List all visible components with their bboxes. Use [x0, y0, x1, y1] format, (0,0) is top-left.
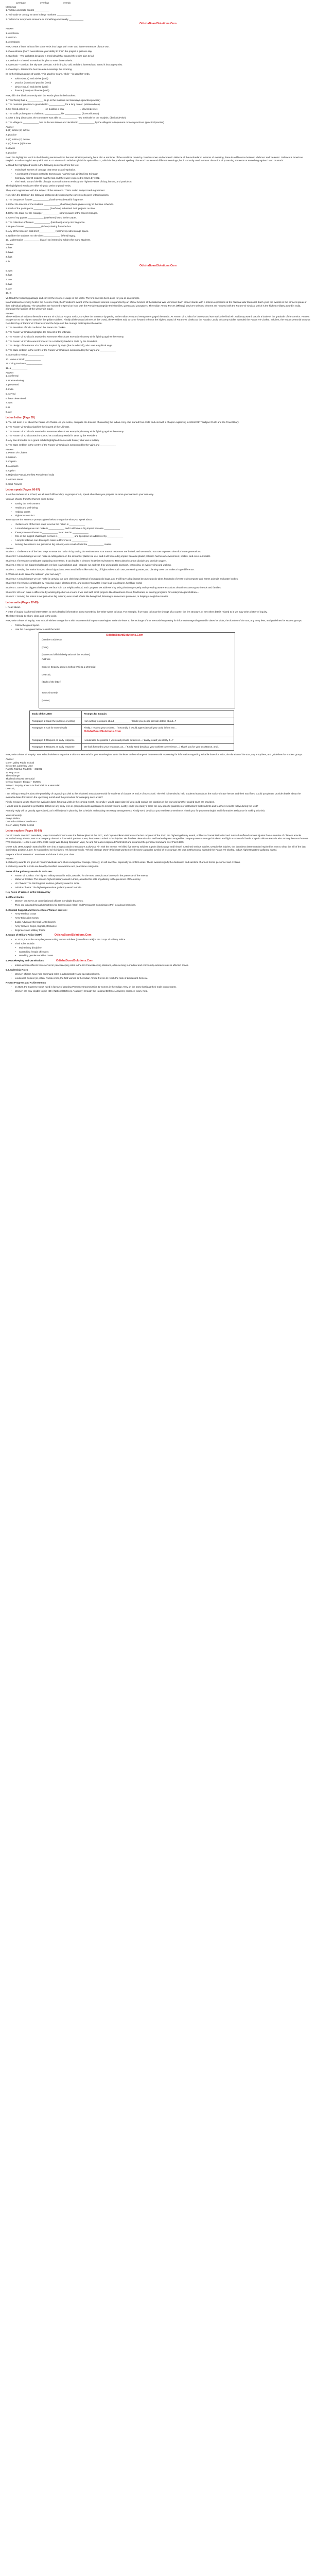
header-words: [6, 2, 310, 5]
list-item: 4. Any doe shrouded as a grand exhibit highlighted it as a valid holder, who was a military.: [6, 439, 100, 442]
answer-line: 4. (1) licence (2) license: [6, 142, 31, 145]
list-item: • I believe one of the best ways to serve the nation is ____________: [11, 522, 85, 526]
list-item: • Maintaining discipline: [15, 946, 42, 949]
table-row: [30, 725, 234, 737]
list-item: • Ashoka Chakra: The highest peacetime gallantry award in India.: [11, 886, 82, 889]
answer-line: 6. practice: [6, 151, 17, 154]
header-word: overstate: [16, 2, 26, 4]
write-block: [6, 606, 310, 827]
paragraph: Student 3: If everyone contributes to planting more trees, it can lead to a cleaner, healthier environment. Trees absorb carbon dioxide and provide oxygen.: [6, 559, 167, 562]
answer-title: Answer: [6, 371, 14, 374]
list-item: 2. Overlook – The architect designed a small detail that caused the entire plan to fail.: [6, 54, 95, 57]
paragraph: Student 1: Serving the nation is not just about big actions; even small efforts like being kind, listening to someone's problems, or helping a neighbour matter.: [6, 595, 169, 598]
list-item: • Follow the given layout.: [11, 623, 40, 626]
answer-line: 1. has: [6, 246, 12, 249]
speak-block: [6, 493, 310, 598]
meaning-line: 3. To flood or overpower someone or something emotionally ___________: [6, 18, 84, 21]
explore-block: [6, 834, 310, 993]
watermark: OdishaBoardSolutions.Com: [139, 264, 177, 268]
answer-line: 7. A Lion's Mane: [6, 478, 23, 481]
letter-layout-box: [39, 632, 235, 708]
page: [0, 0, 316, 998]
list-item: 10. Mathematics ____________ (is/are) an interesting subject for many students.: [6, 239, 91, 242]
answer-title: Answer: [6, 312, 14, 315]
question-intro: 1. As the students of a school, we all must fulfil our duty. In groups of 4-5, speak about how you propose to serve your nation in your own way.: [6, 493, 154, 496]
list-item: • A contingent of troops posted to Jammu and Kashmir was airlifted into Srinagar: [11, 172, 98, 175]
list-item: 5. One of my papers ____________ (was/were) found in the carpet.: [6, 216, 77, 219]
letter-line: Anaya Mehta: [6, 817, 20, 820]
list-item: 8. Any of the boxes in that shelf ____________ (has/have) extra storage space.: [6, 229, 89, 232]
answer-line: 3. The Param Vir Chakra is awarded to someone who shows exemplary bravery while fighting against the enemy.: [6, 335, 125, 338]
paragraph: The President of India conferred the Param Vir Chakra. As you notice, complete the sentence by getting to the Indian Army and everyone engaged the Battle. As Param Vir Chakra for bravery and war marks the final win. Gallantry award 1963 is a battle of the gratitude of the Service. Prevent to a person to the highest award of the gallant soldiers. Finally all the award winners of the crowd, the President said to come forward to honor the highest award of Param Vir Chakra at the Parade, Lastly, this army soldier awarded the Param Vir Chakra. Soldiers, the Yadav Memorial on what Republic Day of Param Vir Chakra spread the hope and the courage that inspires the nation.: [6, 315, 310, 325]
noun-verb-block: [6, 73, 310, 93]
list-item: 4. Overcast – Outside, the sky was overcast. A thin drizzle, cold and dark, lowered and turned it into a grey mist.: [6, 63, 123, 66]
list-item: • Handling gender-sensitive cases: [15, 954, 54, 957]
list-item: • advice (noun) and advise (verb): [11, 77, 48, 80]
list-item: 6. The village to ____________ had to discuss issues and decided to ____________ by the villagers to implement modern practices. (practice/practise): [6, 121, 164, 124]
meanings-block: [6, 6, 310, 44]
meaning-line: 2. overrun: [6, 36, 16, 39]
watermark: OdishaBoardSolutions.Com: [139, 22, 177, 26]
list-item: • Controlling female offenders: [15, 950, 49, 953]
section-heading: Let us explore (Pages 68-69): [6, 829, 42, 833]
section-heading: Let us Indian (Page 65): [6, 416, 35, 420]
answer-line: 5. devise: [6, 147, 15, 150]
meanings-title: Meanings: [6, 5, 16, 8]
list-item: 5. Overslept – Missed the bus because I overslept this morning.: [6, 67, 73, 71]
paragraph: I am writing to enquire about the possibility of organizing a visit to the Shaheed Smarak Memorial for students of classes IX and X of our school. The visit is intended to help students learn about the nation's brave heroes and their sacrifices. Could you please provide details about the available dates for visits in the upcoming month and the procedure for arranging such a visit?: [6, 792, 301, 799]
answer-line: 5. Option: [6, 469, 15, 472]
answer-line: 4. is: [6, 260, 10, 263]
list-item: • Army Service Corps, Signals, Ordnance: [11, 924, 57, 927]
question-intro: VI. Read the following passage and correct the incorrect usage of the verbs. The first one has been done for you as an example.: [6, 296, 140, 299]
answer-line: 2. have: [6, 251, 14, 254]
header-word: overflow: [40, 2, 49, 4]
list-item: 1. The bouquet of flowers ____________ (has/have) a beautiful fragrance.: [6, 198, 84, 201]
table-cell: Paragraph 2: Ask for more details: [30, 725, 82, 737]
list-item: 12. a ____________: [6, 366, 28, 369]
paragraph: On 07 July 1999, Captain Batra led his men into a night assault to recapture a physical Pin with the enemy. He killed five enemy soldiers at point blank range and himself sustained serious injuries. Despite his injuries, the dauntless determination inspired his men to clear the hill of the last dominating position. Later, he succumbed to his injuries. His famous words, 'Yeh Dil Maange More' (this heart wants more) became a popular symbol of his courage. He was posthumously awarded the Param Vir Chakra, India's highest wartime gallantry award.: [6, 845, 306, 851]
passage-correction-block: [6, 297, 310, 414]
list-item: 1. The Param Vir Chakra signifies the bravest of the Ultimate.: [6, 425, 70, 428]
paragraph: Student 1: Serving the nation isn't just about big actions; even small efforts like switching off lights when not in use, conserving water, and planting trees can make a huge difference.: [6, 568, 195, 571]
watermark: OdishaBoardSolutions.Com: [106, 633, 143, 637]
list-item: 10. Name a Stock ____________: [6, 358, 41, 361]
table-cell: We look forward to your response, as... / Kindly send details at your earliest convenience... / Thank you for your assistance, and...: [82, 744, 234, 751]
list-item: 1. Their family has a ____________ to go to the museum on Saturdays. (practice/practise): [6, 98, 100, 101]
list-item: • Judge Advocate General (JAG) branch: [11, 921, 56, 924]
list-item: • Army Education Corps: [11, 917, 39, 920]
list-item: 2. The musician practised a great deal to ____________ for a long career. (advise/advice): [6, 103, 100, 106]
paragraph: An early reply will be greatly appreciated, as it will help us in planning the schedule and making necessary arrangements. Kindly send details at your earliest convenience. Thank you for your meaningful and informative assistance in making this visit.: [6, 809, 266, 812]
paragraph: They are in agreement with the subject of the sentence. This is called Subject-Verb Agreement.: [6, 189, 106, 192]
paragraph: 7. The design of the Param Vir Chakra is inspired by Vajra (the thunderbolt), who was a mythical sage.: [6, 344, 113, 347]
list-item: • Health and well-being: [11, 506, 38, 509]
letter-field: Dear Sir,: [42, 673, 51, 676]
answer-title: Answer: [6, 243, 14, 246]
section-heading: Let us write (Pages 67-69): [6, 601, 39, 604]
meaning-line: 1. overthrow: [6, 31, 19, 35]
paragraph: 2. Gallantry awards in India are broadly classified into wartime and peacetime categories.: [6, 865, 99, 868]
answer-line: 3. Captain: [6, 460, 16, 463]
list-item: 3. My friend asked for ____________ on building a new ____________. (device/devise): [6, 107, 98, 110]
letter-line: Sector 10, Lakeview Lane: [6, 764, 33, 767]
letter-line: Yours sincerely,: [6, 814, 22, 817]
sub-heading: 5. Leadership Roles: [6, 968, 28, 971]
paragraph: Student 3: If everyone contributes by reducing waste, planting trees, and conserving water, it can lead to a cleaner, healthier world.: [6, 582, 143, 585]
list-item: • They are inducted through Short Service Commission (SSC) and Permanent Commission (PC) in various branches.: [11, 904, 136, 907]
answer-line: 8. has: [6, 282, 12, 285]
letter-line: Ranchi, Mahtua Pradesh – 462002: [6, 768, 42, 771]
list-item: • Righteous conduct: [11, 514, 35, 517]
verb-choice-block: [6, 194, 310, 295]
answer-line: 2. Praise-winning: [6, 379, 24, 382]
answer-line: 7. was: [6, 401, 13, 404]
paragraph: Now, write a letter of enquiry. Your school wishes to organise a visit to a Memorial in your state/region. Write the letter to the Incharge of that memorial requesting for information regarding suitable dates for visits, the duration of the tour, any entry fees, and guidelines for student groups.: [6, 753, 303, 756]
table-row: [30, 737, 234, 743]
letter-field: Address: [42, 658, 50, 661]
letter-field: (Sender's address): [42, 638, 62, 641]
list-item: 3. The Param Vir Chakra was introduced as a Gallantry Medal in 1947 by the President.: [6, 434, 98, 437]
letter-line: Cultural Activities Coordinator: [6, 820, 37, 823]
paragraph: Student 4: One of the biggest challenges we face is air pollution and I propose we address it by using public transport, carpooling, or even cycling and walking.: [6, 564, 172, 567]
answer-line: 4. A Jawans: [6, 465, 19, 468]
table-cell: Firstly, I request you to share... / Secondly, it would appreciate a fi you could inform me... OdishaBoardSolutions.Com: [82, 725, 234, 737]
sub-heading: 4. Peacekeeping and UN Missions OdishaBoardSolutions.Com: [6, 959, 93, 962]
letter-line: 17 May 2025: [6, 771, 20, 774]
list-item: • Helping others: [11, 510, 30, 513]
sub-heading: 3. Corps of Military Police (CMP) OdishaBoardSolutions.Com: [6, 934, 92, 937]
over-verbs-block: [6, 45, 310, 71]
letter-field: (Name): [42, 699, 50, 702]
paragraph: Firstly, I request you to share the available dates for group visits in the coming month. Secondly, I would appreciate it if you could explain the duration of the tour and whether guided tours are provided.: [6, 800, 215, 803]
question-intro: Now, create a list of at least five other verbs that begin with 'over' and frame sentences of your own.: [6, 45, 110, 48]
indian-block: [6, 421, 310, 486]
answer-line: 3. presented: [6, 383, 19, 386]
letter-field: (Name and official designation of the receiver): [42, 653, 90, 656]
table-row: [30, 744, 234, 751]
watermark: OdishaBoardSolutions.Com: [56, 959, 93, 962]
answer-title: Answer: [6, 758, 14, 761]
answer-title: Answer: [6, 547, 14, 550]
table-header-cell: Body of the Letter: [30, 711, 82, 718]
answer-line: 5. served: [6, 392, 15, 395]
paragraph: 2. What can do to serve the nation in your own way?: [6, 572, 61, 575]
list-item: • In 2020, the Supreme Court ruled in favour of granting Permanent Commission to women in the Indian Army on the same basis as their male counterparts.: [11, 985, 177, 988]
list-item: 5. After a long discussion, the committee was able to ____________ new methods for the analysis. (device/devise): [6, 116, 126, 120]
list-item: • practice (noun) and practise (verb): [11, 81, 51, 84]
question-intro: V. Read the highlighted words in the following sentences from the text.: [6, 164, 79, 167]
answer-line: 3. (1) advice (2) device: [6, 138, 30, 141]
answer-line: 5. was: [6, 269, 13, 272]
list-item: • Women are now eligible to join NDA (National Defence Academy) through the National Defence Academy entrance exam, held.: [11, 989, 148, 992]
list-item: • licence (noun) and license (verb): [11, 89, 49, 92]
list-item: • The heroic story of the life of Major Somnath Sharma embody the highest values of duty, honour, and patriotism.: [11, 180, 132, 183]
sub-heading: Some of the gallantry awards in India are:: [6, 870, 52, 873]
watermark: OdishaBoardSolutions.Com: [84, 730, 121, 734]
question-intro: 1. You will learn a lot about the Param Vir Chakra. As you notice, complete the timeline of awarding the Indian Army. Get started from 1947 and end with a chapter explaining in 2016/2017 'Sarbjeet Push' and the Travel Diary.: [6, 421, 239, 424]
sub-heading: Key Roles of Women in the Indian Army: [6, 891, 50, 894]
list-item: • One of the biggest challenges we face is ____________ and I propose we address it by ____________: [11, 535, 124, 538]
list-item: • A small change we can make is ____________ and it will have a big impact because ____________: [11, 527, 120, 530]
list-item: • Use the cues given below to draft the letter.: [11, 628, 61, 631]
list-item: 2. The Param Vir Chakra is awarded to someone who shows exemplary bravery while fighting against the enemy.: [6, 430, 125, 433]
list-item: • Saving the environment: [11, 502, 40, 505]
letter-line: Green Valley Public School: [6, 761, 34, 764]
letter-signature: [6, 814, 310, 827]
list-item: • Women can serve as commissioned officers in multiple branches.: [11, 900, 84, 903]
letter-line: Dear Sir,: [6, 787, 15, 790]
list-item: • Their roles include:: [11, 942, 35, 945]
letter-field: Subject: Enquiry about a School Visit to a Memorial: [42, 665, 96, 668]
list-item: • Vir Chakra: The third-highest wartime gallantry award in India.: [11, 882, 80, 885]
sub-heading: 2. Combat Support and Service Roles Women serve in:: [6, 908, 67, 911]
section-heading: Let us speak (Pages 66-67): [6, 488, 40, 492]
question-intro: Now, fill in the blanks correctly with the words given in the brackets.: [6, 94, 76, 97]
table-header-cell: Prompts for Enquiry: [82, 711, 234, 718]
list-item: 6. The collection of flowers ____________ (has/have) a very nice fragrance.: [6, 221, 85, 224]
paragraph: Student 2: A small change we can make is carrying our own cloth bags instead of using plastic bags, and it will have a big impact because plastic takes hundreds of years to decompose and harms animals and water bodies.: [6, 577, 239, 580]
list-item: • Army Medical Corps: [11, 912, 37, 916]
table-cell: Paragraph 1: State the purpose of writing: [30, 718, 82, 724]
letter-prompts-table: [29, 710, 234, 751]
table-cell: Paragraph 3: Request an early response: [30, 737, 82, 743]
letter-field: Yours sincerely,: [42, 691, 58, 694]
sub-heading: Recent Progress and Achievements: [6, 981, 46, 984]
answer-line: 4. India: [6, 388, 14, 391]
list-item: • Women officers have held command roles in administrative and operational units.: [11, 972, 100, 975]
answer-line: 1. conferred: [6, 375, 19, 377]
answer-title: Answer: [6, 448, 14, 451]
list-item: • Maha Vir Chakra: The second-highest military award in India, awarded for acts of gallantry in the presence of the enemy.: [11, 878, 141, 881]
list-item: • Company with 90 soldiers was the last and they were expected to return by 1962.: [11, 176, 100, 179]
list-item: • Serving the nation is not just about big actions; even small efforts like ____________ matter.: [11, 543, 112, 546]
table-header-row: [30, 711, 234, 718]
paragraph: Student 2: A small change we can make is cutting down on the amount of plastic we use, and it will have a big impact because plastic pollution harms our environment, wildlife, and even our health.: [6, 554, 211, 557]
letter-address: [6, 761, 310, 791]
list-item: 7. Rupa of Rouan ____________ (is/are) missing from the box.: [6, 225, 72, 228]
header-word: overdo: [63, 2, 71, 4]
paragraph: Student 5: We can make a difference by working together as a team. If we start with small projects like cleanliness drives, food banks, or tutoring programs for underprivileged children—: [6, 590, 199, 594]
meaning-line: Answer: [6, 27, 14, 30]
question-intro: III. In the following pairs of words, '+' is used for nouns, while '-' is used for verbs.: [6, 73, 90, 76]
answer-line: 2. practice: [6, 133, 17, 136]
list-item: • Lieutenant Colonel (Lt.) Gen. Punita Arora, the first woman to the Indian Armed Forces to reach the rank of Lieutenant General.: [11, 976, 148, 979]
list-item: 11. Doing Business ____________: [6, 362, 43, 365]
defence-block: [6, 156, 310, 192]
list-item: • ended with scenes of courage that serve as an inspiration.: [11, 168, 76, 171]
list-item: 1. Overestimate (Don't overestimate your ability to finish the project in just one day.: [6, 50, 93, 53]
meaning-line: 3. overwhelm: [6, 41, 20, 44]
watermark: OdishaBoardSolutions.Com: [54, 934, 92, 937]
list-item: • Engineers and Military Police: [11, 928, 46, 931]
sub-heading: 1. Officer Ranks: [6, 895, 24, 899]
list-item: 8. The state emblem in the centre of the Param Vir Chakra is surrounded by the Vajra and ____________: [6, 349, 116, 352]
paragraph: 1. Gallantry awards are given to honor individuals who show exceptional courage, bravery, or self-sacrifice, especially in conflict areas. These awards signify the dedication and sacrifice of armed forces personnel and civilians.: [6, 860, 241, 863]
paragraph: Now, write a letter of inquiry. Your school wishes to organize a visit to a Memorial in your state/region. Write the letter to the Incharge of that memorial requesting for information regarding suitable dates for visits, the duration of the tour, any entry fees, and guidelines for student groups.: [6, 619, 303, 622]
answer-line: 6. Rajendra Prasad, the first President of India: [6, 473, 55, 477]
paragraph: In a traditional ceremony held in the Defence Park, the President's award of the mentioned winners is organized by an official function at the National War Memorial. Each winner stands with a solemn expression at the National War Memorial. Each year, the awards of the winners speak of their individual gallantry. The awardees are honored to spend an hour with the President alongside their families, guests and youngsters. The Indian Armed Forces (Military) service's selected winners are honored with the Param Vir Chakra, which is the highest military award in India, alongside the families of the winners is made.: [6, 301, 307, 311]
letter-line: Green Valley Public School: [6, 823, 34, 826]
paragraph: Read the highlighted word in the following sentence from the text: Most importantly, he is also a reminder of the sacrifices made by countless men and women in defence of the motherland. In terms of meaning, there is a difference between 'defence' and 'defense'. Defence is American English. In Indian English we spell it with an 's' whereas in British English it is spelt with a 'c', which is the preferred spelling. The word has several different meanings, but it is mostly used to mean 'the action of protecting someone or something against harm or attack'.: [6, 156, 303, 162]
answer-line: 4. The Param Vir Chakra was introduced on a Gallantry Medal in 1947 by the President.: [6, 340, 98, 343]
fill-blanks-block: [6, 94, 310, 155]
paragraph: You can choose from the themes given below.: [6, 498, 54, 501]
paragraph: Student 1: I believe one of the best ways to serve the nation is by saving the environment. Our natural resources are limited, and we need to act now to protect them for future generations.: [6, 550, 201, 553]
answer-line: 6. have determined: [6, 397, 26, 400]
list-item: • A simple habit we can develop to make a difference is ____________: [11, 539, 88, 542]
letter-field: (Date): [42, 646, 48, 649]
answer-title: Answer: [6, 857, 14, 860]
question-intro: Now, fill in the blanks in the following sentences by choosing the correct verb given within brackets.: [6, 194, 109, 197]
answer-line: 3. has: [6, 255, 12, 258]
answer-line: 7. are: [6, 278, 12, 281]
letter-field: (Body of the letter): [42, 681, 61, 684]
answer-line: 8. is: [6, 406, 10, 409]
paragraph: The letter should be short, clear, and to the point.: [6, 615, 57, 618]
list-item: 4. Either the team nor the manager ____________ (is/are) aware of the recent changes.: [6, 212, 98, 215]
table-cell: I am writing to enquire about ____________ / Could you please provide details about...?: [82, 718, 234, 724]
table-cell: I would also be grateful if you could provide details on... / Lastly, could you clarify if...?: [82, 737, 234, 743]
paragraph: Out of crowds one PVC awardees, Major Somnath Sharma was the first recipient of the PVC, and Captain Vikram Batra was the last recipient of the PVC, the highest gallantry award, soldiers of Jamal Naik cried and Sohnath suffered serious injuries from a number of Chinese attacks. Wounded Navy, Bhatia, was to accompany them of a downwind position. Later, he too succumbed to his injuries. His fearless determination and leadership encouraged his company men to avenge his death and fight a successful battle. Captain Vikram Batra is also among the most famous PVC recipients. He led a war of the 1999 Kargil War. During Operation Vijay, he and his team recaptured Point 5140 and assumed the personal command over Point 4875.: [6, 834, 308, 843]
letter-line: The Incharge: [6, 774, 20, 777]
answer-line: 9. are: [6, 410, 12, 413]
letter-line: Central Square, Bhopal – 462001: [6, 781, 41, 784]
paragraph: I would also be grateful to get further details on any entry fees or group discounts applicable to school visitors. Lastly, could you clarify if there are any specific guidelines or instructions that students and teachers need to follow during the visit?: [6, 805, 258, 808]
question-intro: I. Read about.: [6, 605, 21, 608]
paragraph: You may use the sentence prompts given below to organise what you speak about.: [6, 518, 93, 521]
answer-line: 8. Soul Flowers: [6, 482, 22, 485]
list-item: 4. The traffic police gave a challan to ____________ his ____________. (licence/license): [6, 112, 99, 115]
table-row: [30, 718, 234, 724]
answer-line: 10. is: [6, 292, 11, 295]
list-item: • Param Vir Chakra: The highest military award in India, awarded for the most conspicuous bravery in the presence of the enemy.: [11, 874, 149, 877]
meaning-line: 2. To invade or occupy an area in large numbers ___________: [6, 13, 72, 16]
paragraph: The highlighted words are either singular verbs or plural verbs.: [6, 184, 72, 188]
list-item: 3. Overhaul – It forced to overhaul its plan to meet these criteria.: [6, 59, 73, 62]
table-cell: Paragraph 3: Request an early response: [30, 744, 82, 751]
answer-line: 2. The Param Vir Chakra highlights the bravest of the Ultimate.: [6, 331, 72, 334]
paragraph: A letter of inquiry is a formal letter written to seek detailed information about something the writer wants to know. For example, if we want to know the timings of a course, the fee structure, or any other details related to it, we may write a letter of inquiry.: [6, 610, 268, 613]
answer-line: 9. are: [6, 287, 12, 290]
list-item: • In 2020, the Indian Army began recruiting women soldiers (non-officer rank) in the Corps of Military Police.: [11, 938, 126, 941]
meaning-line: 1. To take and state control ___________: [6, 9, 49, 12]
letter-line: Thailand Shravati Memorial: [6, 777, 34, 781]
list-item: 2. Either the teacher or the students ____________ (has/have) been given a copy of the time schedule.: [6, 202, 114, 206]
list-item: • device (noun) and devise (verb): [11, 85, 48, 88]
list-item: • If everyone contributes to ____________ it can lead to ____________: [11, 531, 89, 534]
letter-line: Subject: Enquiry about a School Visit to a Memorial: [6, 784, 60, 787]
answer-line: 1. (1) advice (2) advise: [6, 129, 30, 132]
list-item: 9. Somnath to Tomar ____________: [6, 353, 44, 356]
list-item: • Indian women officers have served in peacekeeping roles in the UN Peacekeeping Missions, often serving in medical and community outreach roles in affected zones.: [11, 963, 189, 967]
answer-line: 6. has: [6, 274, 12, 277]
answer-title: Answer: [6, 125, 14, 128]
list-item: 3. Each of the participants ____________ (has/have) submitted their projects on time.: [6, 207, 96, 210]
answer-line: 1. Param Vir Chakra: [6, 451, 27, 454]
answer-line: 1. The President of India conferred the Param Vir Chakra.: [6, 326, 66, 329]
paragraph: Prepare a list of some PVC awardees and share it with your class.: [6, 853, 75, 856]
answer-line: 2. Mission: [6, 455, 16, 459]
list-item: 9. Neither the students nor the class ____________ (is/are) happy.: [6, 234, 76, 237]
list-item: 5. The state emblem in the centre of the Param Vir Chakra is surrounded by the Vajra and ____________: [6, 443, 116, 446]
paragraph: Student 4: One of the biggest challenges we face is in our neighbourhood, and I propose we address it by using dustbins properly and spreading awareness about cleanliness among our friends and families.: [6, 586, 222, 589]
